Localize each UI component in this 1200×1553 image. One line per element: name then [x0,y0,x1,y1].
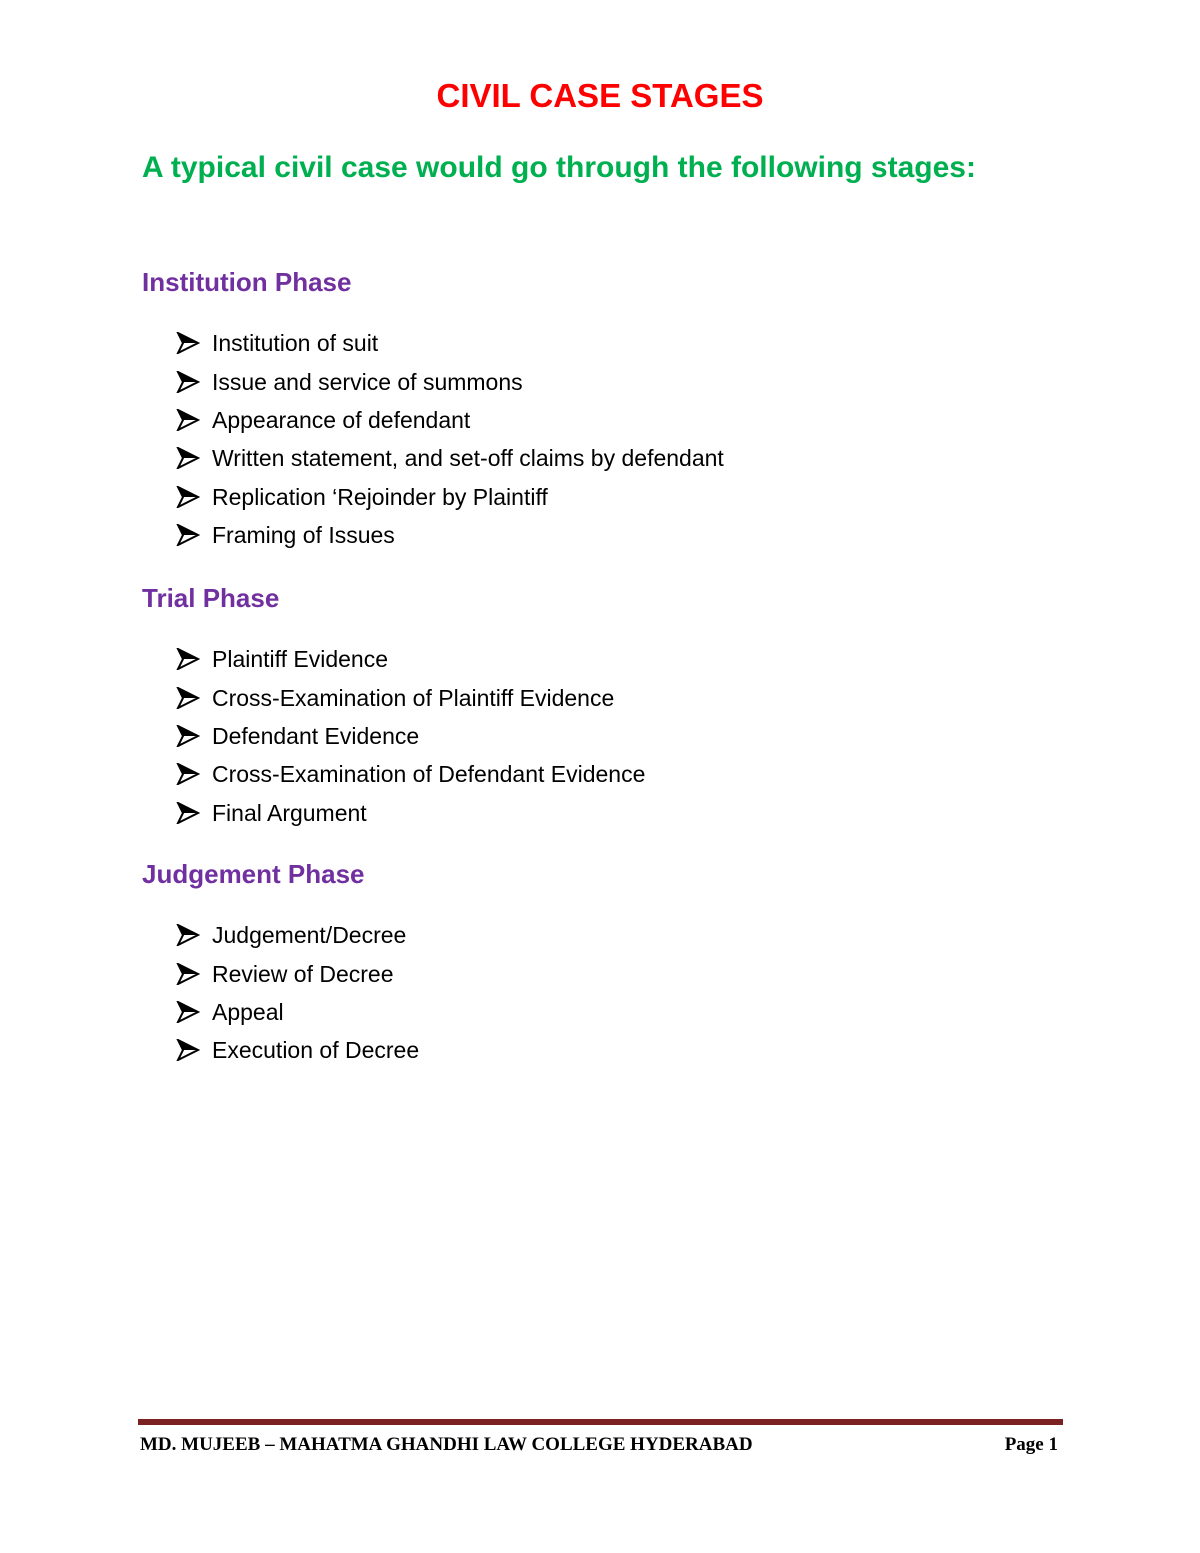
page-subtitle: A typical civil case would go through the following stages: [142,151,976,184]
bullet-list [142,640,1092,832]
list-item-text: Final Argument [212,799,367,826]
list-item-text: Appeal [212,998,284,1025]
list-item-text: Cross-Examination of Plaintiff Evidence [212,684,615,711]
bullet-list [142,916,1092,1070]
arrow-bullet-icon [176,486,200,508]
footer-divider [138,1419,1063,1425]
footer-author: MD. MUJEEB – MAHATMA GHANDHI LAW COLLEGE HYDERABAD [140,1434,753,1455]
section-judgement-phase [142,856,1092,1070]
page-title: CIVIL CASE STAGES [436,77,764,114]
list-item-text: Replication ‘Rejoinder by Plaintiff [212,483,548,510]
arrow-bullet-icon [176,1001,200,1023]
arrow-bullet-icon [176,371,200,393]
arrow-bullet-icon [176,332,200,354]
arrow-bullet-icon [176,687,200,709]
list-item [176,755,1092,793]
list-item [176,993,1092,1031]
list-item-text: Appearance of defendant [212,406,471,433]
list-item [176,362,1092,400]
arrow-bullet-icon [176,409,200,431]
list-item [176,324,1092,362]
list-item [176,478,1092,516]
list-item [176,640,1092,678]
arrow-bullet-icon [176,725,200,747]
arrow-bullet-icon [176,447,200,469]
list-item-text: Written statement, and set-off claims by defendant [212,445,724,472]
arrow-bullet-icon [176,802,200,824]
section-heading: Trial Phase [142,583,280,613]
bullet-list [142,324,1092,554]
list-item [176,1031,1092,1069]
list-item [176,916,1092,954]
list-item-text: Execution of Decree [212,1037,420,1064]
list-item-text: Cross-Examination of Defendant Evidence [212,761,646,788]
list-item [176,678,1092,716]
section-institution-phase [142,264,1092,554]
list-item-text: Plaintiff Evidence [212,646,389,673]
arrow-bullet-icon [176,963,200,985]
list-item [176,717,1092,755]
arrow-bullet-icon [176,924,200,946]
list-item [176,954,1092,992]
arrow-bullet-icon [176,524,200,546]
list-item-text: Framing of Issues [212,522,395,549]
arrow-bullet-icon [176,1039,200,1061]
page-number: Page 1 [1004,1434,1058,1455]
section-heading: Judgement Phase [142,859,365,889]
list-item-text: Judgement/Decree [212,922,407,949]
arrow-bullet-icon [176,763,200,785]
list-item [176,401,1092,439]
list-item-text: Institution of suit [212,330,379,357]
list-item [176,794,1092,832]
section-heading: Institution Phase [142,267,352,297]
arrow-bullet-icon [176,648,200,670]
section-trial-phase [142,580,1092,832]
list-item-text: Review of Decree [212,960,394,987]
list-item-text: Defendant Evidence [212,722,420,749]
list-item [176,516,1092,554]
list-item-text: Issue and service of summons [212,368,523,395]
list-item [176,439,1092,477]
